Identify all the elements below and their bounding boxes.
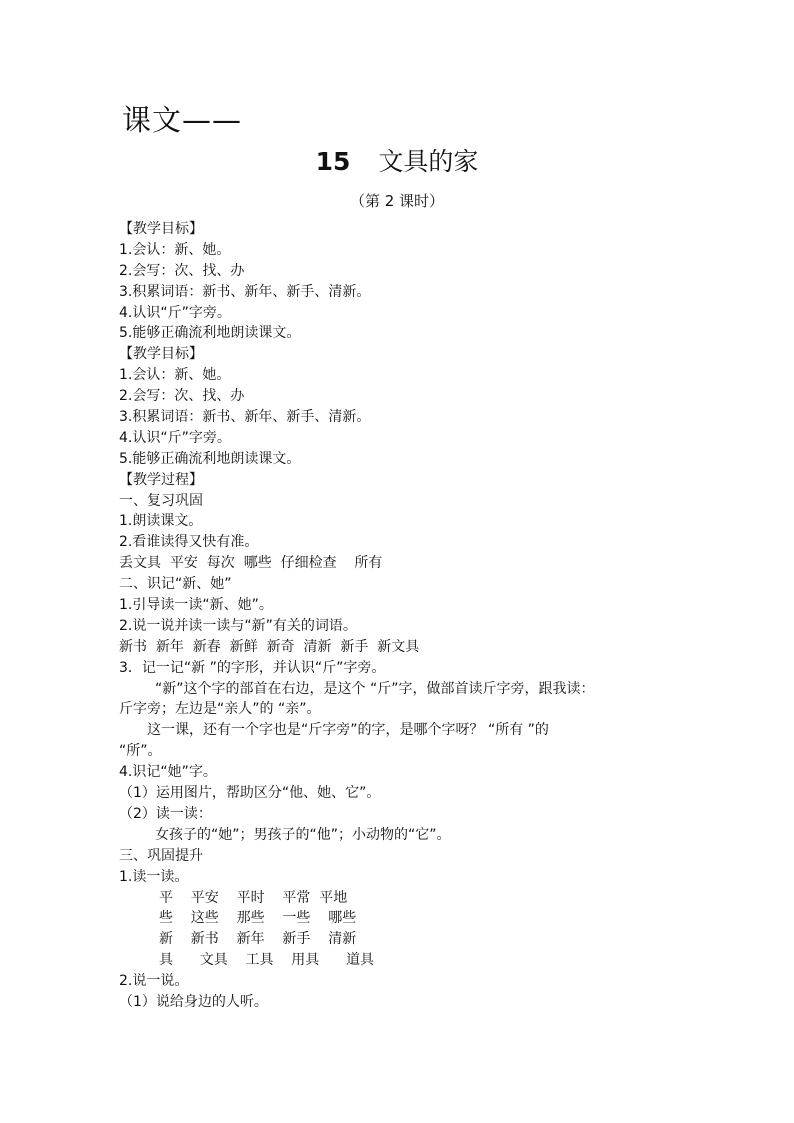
step-item: 2.说一说。: [119, 973, 189, 990]
word-list: 新书 新年 新春 新鲜 新奇 清新 新手 新文具: [119, 638, 420, 655]
step-item: 1.引导读一读“新、她”。: [119, 597, 273, 614]
objective-item: 5.能够正确流利地朗读课文。: [119, 450, 301, 467]
lesson-title-text: 文具的家: [378, 147, 479, 176]
word-grid-row: 具 文具 工具 用具 道具: [159, 952, 375, 969]
word-grid-row: 平 平安 平时 平常 平地: [159, 889, 348, 906]
objective-item: 1.会认：新、她。: [119, 241, 231, 258]
lesson-title: [0, 142, 794, 178]
objective-item: 3.积累词语：新书、新年、新手、清新。: [119, 409, 371, 426]
step-heading: 二、识记“新、她”: [119, 576, 232, 593]
sub-step-item: （1）说给身边的人听。: [119, 993, 268, 1010]
objective-item: 4.认识“斤”字旁。: [119, 429, 231, 446]
paragraph-text: “新”这个字的部首在右边，是这个 “斤”字，做部首读斤字旁，跟我读：: [155, 680, 595, 697]
lesson-period: （第 2 课时）: [349, 192, 445, 210]
step-item: 2.说一说并读一读与“新”有关的词语。: [119, 617, 357, 634]
paragraph-text: “所”。: [119, 743, 162, 760]
step-heading: 一、复习巩固: [119, 492, 203, 509]
objective-item: 3.积累词语：新书、新年、新手、清新。: [119, 283, 371, 300]
section-heading-process: 【教学过程】: [119, 471, 203, 488]
step-heading: 三、巩固提升: [119, 847, 203, 864]
paragraph-text: 女孩子的“她”；男孩子的“他”；小动物的“它”。: [155, 826, 451, 843]
lesson-body: [119, 219, 699, 1013]
step-item: 1.朗读课文。: [119, 513, 203, 530]
word-grid-row: 新 新书 新年 新手 清新: [159, 931, 357, 948]
objective-item: 5.能够正确流利地朗读课文。: [119, 325, 301, 342]
objective-item: 4.认识“斤”字旁。: [119, 304, 231, 321]
objective-item: 2.会写：次、找、办: [119, 388, 245, 405]
section-heading: 课文——: [122, 103, 243, 137]
word-grid-row: 些 这些 那些 一些 哪些: [159, 910, 357, 927]
step-item: 3．记一记“新 ”的字形，并认识“斤”字旁。: [119, 659, 386, 676]
section-heading-objectives: 【教学目标】: [119, 346, 203, 363]
step-item: 2.看谁读得又快有准。: [119, 534, 259, 551]
step-item: 1.读一读。: [119, 868, 189, 885]
word-list: 丢文具 平安 每次 哪些 仔细检查 所有: [119, 555, 383, 572]
paragraph-text: 斤字旁；左边是“亲人”的 “亲”。: [119, 701, 321, 718]
section-heading-objectives: 【教学目标】: [119, 221, 203, 237]
lesson-number: 15: [315, 147, 351, 176]
paragraph-text: 这一课，还有一个字也是“斤字旁”的字，是哪个字呀？ “所有 ”的: [147, 722, 549, 739]
objective-item: 1.会认：新、她。: [119, 367, 231, 384]
sub-step-item: （2）读一读：: [119, 805, 212, 822]
step-item: 4.识记“她”字。: [119, 764, 217, 781]
sub-step-item: （1）运用图片，帮助区分“他、她、它”。: [119, 785, 381, 802]
objective-item: 2.会写：次、找、办: [119, 262, 245, 279]
